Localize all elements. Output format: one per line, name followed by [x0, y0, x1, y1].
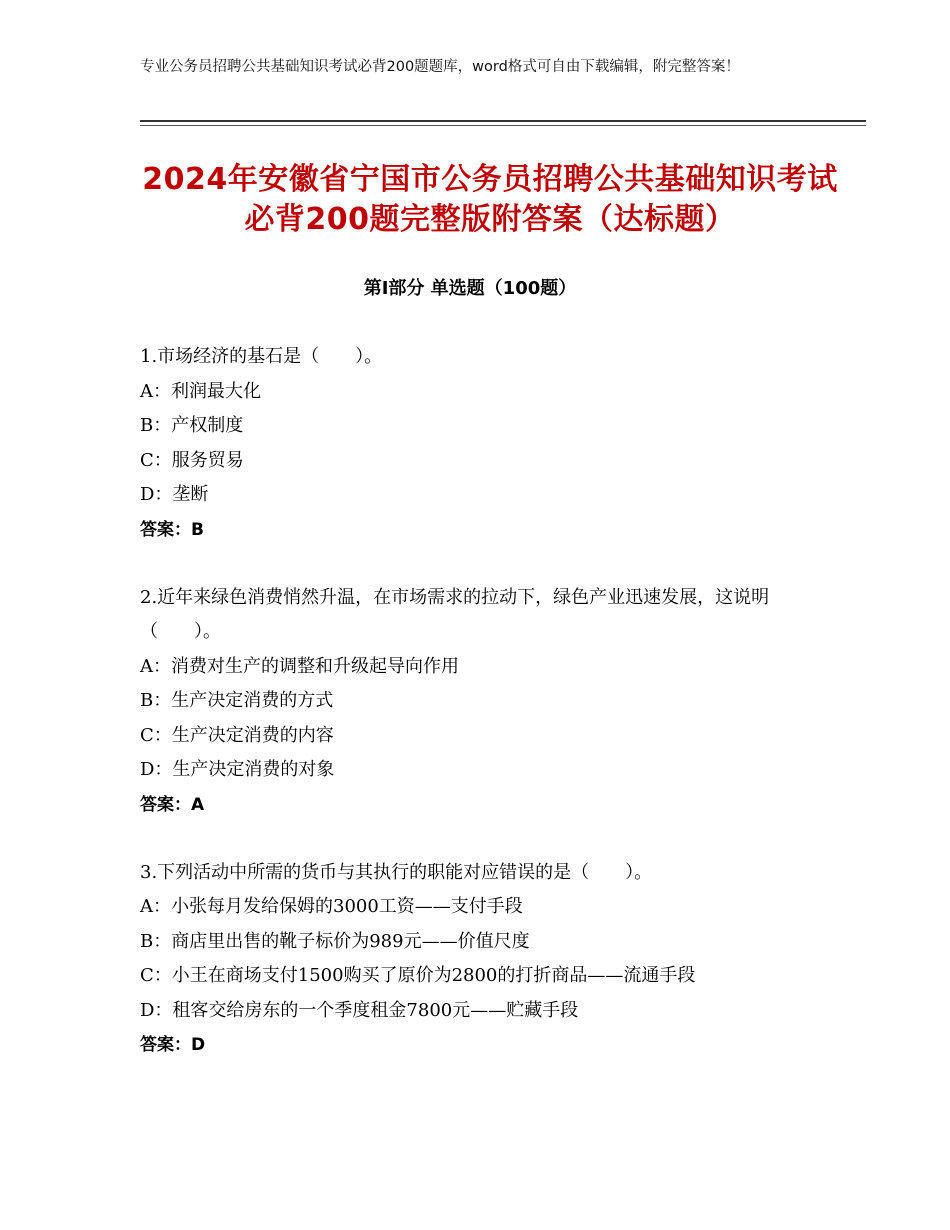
option-a: A：消费对生产的调整和升级起导向作用: [140, 655, 459, 677]
question-2: [140, 581, 820, 822]
option-b: B：产权制度: [140, 415, 244, 436]
question-list: [140, 340, 820, 1096]
option-d: D：生产决定消费的对象: [140, 759, 335, 780]
option-c: C：生产决定消费的内容: [140, 724, 334, 746]
answer: 答案：B: [140, 519, 204, 540]
option-d: D：垄断: [140, 484, 209, 505]
option-a: A：小张每月发给保姆的3000工资——支付手段: [140, 896, 523, 917]
document-title: 2024年安徽省宁国市公务员招聘公共基础知识考试必背200题完整版附答案（达标题）: [142, 162, 838, 237]
option-a: A：利润最大化: [140, 380, 261, 402]
question-stem: 3.下列活动中所需的货币与其执行的职能对应错误的是（ ）。: [140, 861, 653, 883]
answer: 答案：A: [140, 794, 205, 815]
header-rule-thick: [140, 120, 866, 122]
section-title: 第Ⅰ部分 单选题（100题）: [363, 278, 577, 299]
option-c: C：服务贸易: [140, 449, 244, 471]
question-1: [140, 340, 820, 547]
option-c: C：小王在商场支付1500购买了原价为2800的打折商品——流通手段: [140, 965, 696, 986]
option-b: B：商店里出售的靴子标价为989元——价值尺度: [140, 930, 530, 952]
option-b: B：生产决定消费的方式: [140, 690, 334, 711]
answer: 答案：D: [140, 1035, 206, 1055]
question-3: [140, 856, 820, 1063]
question-stem: 2.近年来绿色消费悄然升温，在市场需求的拉动下，绿色产业迅速发展，这说明（ ）。: [140, 586, 770, 642]
question-stem: 1.市场经济的基石是（ ）。: [140, 346, 383, 367]
header-rule-thin: [140, 125, 866, 126]
header-note: 专业公务员招聘公共基础知识考试必背200题题库，word格式可自由下载编辑，附完整答案！: [140, 59, 740, 75]
option-d: D：租客交给房东的一个季度租金7800元——贮藏手段: [140, 999, 579, 1021]
